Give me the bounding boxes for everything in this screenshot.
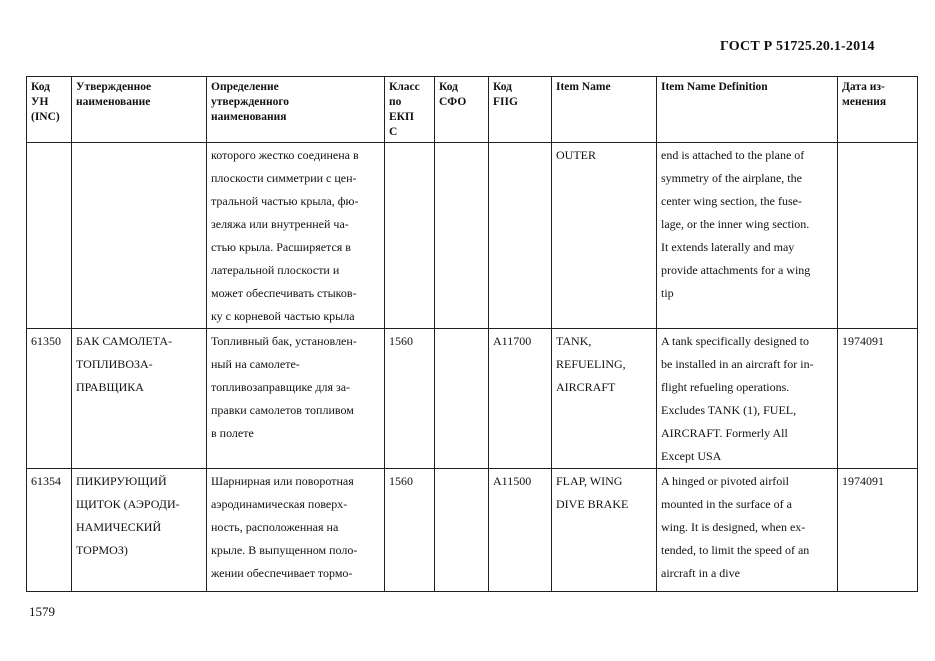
cell-date: 1974091 [838, 329, 918, 469]
column-header-date: Дата из- менения [838, 77, 918, 143]
cell-definition: Шарнирная или поворотная аэродинамическая поверх- ность, расположенная на крыле. В выпущенном поло- жении обеспечивает тормо- [207, 469, 385, 592]
table-row [27, 469, 918, 592]
cell-inc: 61350 [27, 329, 72, 469]
cell-definition: которого жестко соединена в плоскости симметрии с цен- тральной частью крыла, фю- зеляжа или внутренней ча- стью крыла. Расширяется в латеральной плоскости и может обеспечивать стыков- ку с корневой частью крыла [207, 143, 385, 329]
cell-item-definition: A hinged or pivoted airfoil mounted in the surface of a wing. It is designed, when ex- tended, to limit the speed of an aircraft in a dive [657, 469, 838, 592]
column-header-class: Класс по ЕКП С [385, 77, 435, 143]
cell-class: 1560 [385, 469, 435, 592]
cell-fiig: A11700 [489, 329, 552, 469]
cell-fiig: A11500 [489, 469, 552, 592]
cell-class: 1560 [385, 329, 435, 469]
cell-name: БАК САМОЛЕТА- ТОПЛИВОЗА- ПРАВЩИКА [72, 329, 207, 469]
cell-item-definition: A tank specifically designed to be installed in an aircraft for in- flight refueling operations. Excludes TANK (1), FUEL, AIRCRAFT. Formerly All Except USA [657, 329, 838, 469]
page-number: 1579 [29, 604, 55, 619]
cell-inc: 61354 [27, 469, 72, 592]
column-header-sfo: Код СФО [435, 77, 489, 143]
cell-sfo [435, 469, 489, 592]
table-row [27, 143, 918, 329]
cell-date [838, 143, 918, 329]
cell-class [385, 143, 435, 329]
cell-sfo [435, 329, 489, 469]
cell-name [72, 143, 207, 329]
column-header-inc: Код УН (INC) [27, 77, 72, 143]
cell-item-definition: end is attached to the plane of symmetry of the airplane, the center wing section, the fuse- lage, or the inner wing section. It extends laterally and may provide attachments for a wing tip [657, 143, 838, 329]
table-row [27, 329, 918, 469]
column-header-name: Утвержденное наименование [72, 77, 207, 143]
column-header-item-name: Item Name [552, 77, 657, 143]
cell-sfo [435, 143, 489, 329]
cell-item-name: OUTER [552, 143, 657, 329]
table-header-row [27, 77, 918, 143]
cell-definition: Топливный бак, установлен- ный на самолете- топливозаправщике для за- правки самолетов топливом в полете [207, 329, 385, 469]
column-header-definition: Определение утвержденного наименования [207, 77, 385, 143]
cell-name: ПИКИРУЮЩИЙ ЩИТОК (АЭРОДИ- НАМИЧЕСКИЙ ТОРМОЗ) [72, 469, 207, 592]
column-header-item-definition: Item Name Definition [657, 77, 838, 143]
cell-item-name: FLAP, WING DIVE BRAKE [552, 469, 657, 592]
cell-inc [27, 143, 72, 329]
column-header-fiig: Код FIIG [489, 77, 552, 143]
cell-fiig [489, 143, 552, 329]
cell-item-name: TANK, REFUELING, AIRCRAFT [552, 329, 657, 469]
cell-date: 1974091 [838, 469, 918, 592]
document-code: ГОСТ Р 51725.20.1-2014 [720, 39, 875, 54]
specification-table [26, 76, 918, 592]
